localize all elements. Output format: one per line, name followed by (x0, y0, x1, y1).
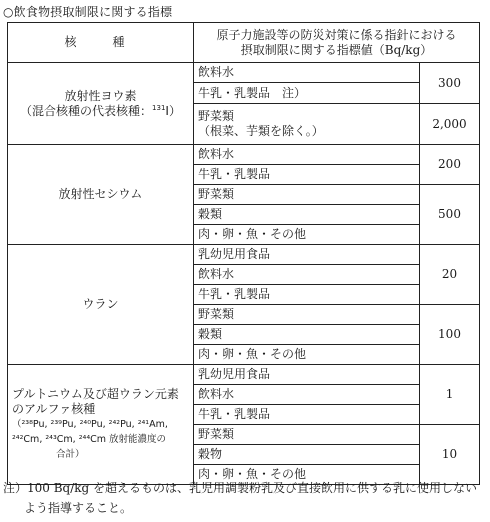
intake-limit-table (7, 22, 480, 485)
food-cell: 穀類 (194, 205, 420, 225)
food-cell: 穀類 (194, 325, 420, 345)
header-nuclide: 核 種 (8, 23, 194, 63)
table-row (8, 63, 480, 83)
nuclide-note: （混合核種の代表核種：$^{131}$I） (20, 103, 181, 118)
nuclide-uranium: ウラン (8, 245, 194, 365)
food-cell: 牛乳・乳製品 (194, 285, 420, 305)
value-cell: 200 (420, 145, 480, 185)
food-cell: 牛乳・乳製品 (194, 165, 420, 185)
nuclide-name: 放射性ヨウ素 (64, 88, 137, 103)
food-cell: 飲料水 (194, 385, 420, 405)
food-cell: 野菜類 (194, 185, 420, 205)
food-cell: 牛乳・乳製品 (194, 405, 420, 425)
nuclide-name: プルトニウム及び超ウラン元素 (12, 386, 179, 401)
food-cell: 穀物 (194, 445, 420, 465)
food-cell: 肉・卵・魚・その他 (194, 225, 420, 245)
value-cell: 100 (420, 305, 480, 365)
footnote-line: よう指導すること。 (24, 501, 133, 515)
food-cell: 飲料水 (194, 63, 420, 83)
food-cell: 肉・卵・魚・その他 (194, 465, 420, 485)
food-cell: 野菜類 (194, 305, 420, 325)
food-cell: 乳幼児用食品 (194, 245, 420, 265)
table-row (8, 245, 480, 265)
value-cell: 500 (420, 185, 480, 245)
footnote-line: 注）100 Bq/kg を超えるものは、乳児用調製粉乳及び直接飲用に供する乳に使用しない (3, 481, 478, 495)
food-cell: 野菜類 (194, 425, 420, 445)
value-cell: 10 (420, 425, 480, 485)
page-title: ○飲食物摂取制限に関する指標 (3, 5, 173, 19)
table-header-row (8, 23, 480, 63)
nuclide-plutonium: プルトニウム及び超ウラン元素 のアルファ核種 （²³⁸Pu, ²³⁹Pu, ²⁴⁰Pu, ²⁴²Pu, ²⁴¹Am, ²⁴²Cm, ²⁴³Cm, ²⁴⁴Cm 放射能濃度の 合計） (8, 365, 194, 485)
value-cell: 300 (420, 63, 480, 104)
value-cell: 1 (420, 365, 480, 425)
value-cell: 20 (420, 245, 480, 305)
food-cell: 野菜類 （根菜、芋類を除く。） (194, 104, 420, 145)
food-cell: 飲料水 (194, 265, 420, 285)
nuclide-cesium: 放射性セシウム (8, 145, 194, 245)
food-cell: 肉・卵・魚・その他 (194, 345, 420, 365)
isotope-list: （²³⁸Pu, ²³⁹Pu, ²⁴⁰Pu, ²⁴²Pu, ²⁴¹Am, ²⁴²Cm, ²⁴³Cm, ²⁴⁴Cm 放射能濃度の 合計） (12, 418, 168, 461)
nuclide-iodine (8, 63, 194, 145)
food-cell: 牛乳・乳製品 注） (194, 83, 420, 104)
header-limit-value: 原子力施設等の防災対策に係る指針における 摂取制限に関する指標値（Bq/kg） (194, 23, 480, 63)
food-cell: 飲料水 (194, 145, 420, 165)
food-cell: 乳幼児用食品 (194, 365, 420, 385)
table-row (8, 365, 480, 385)
table-row (8, 145, 480, 165)
value-cell: 2,000 (420, 104, 480, 145)
footnote (3, 478, 487, 518)
